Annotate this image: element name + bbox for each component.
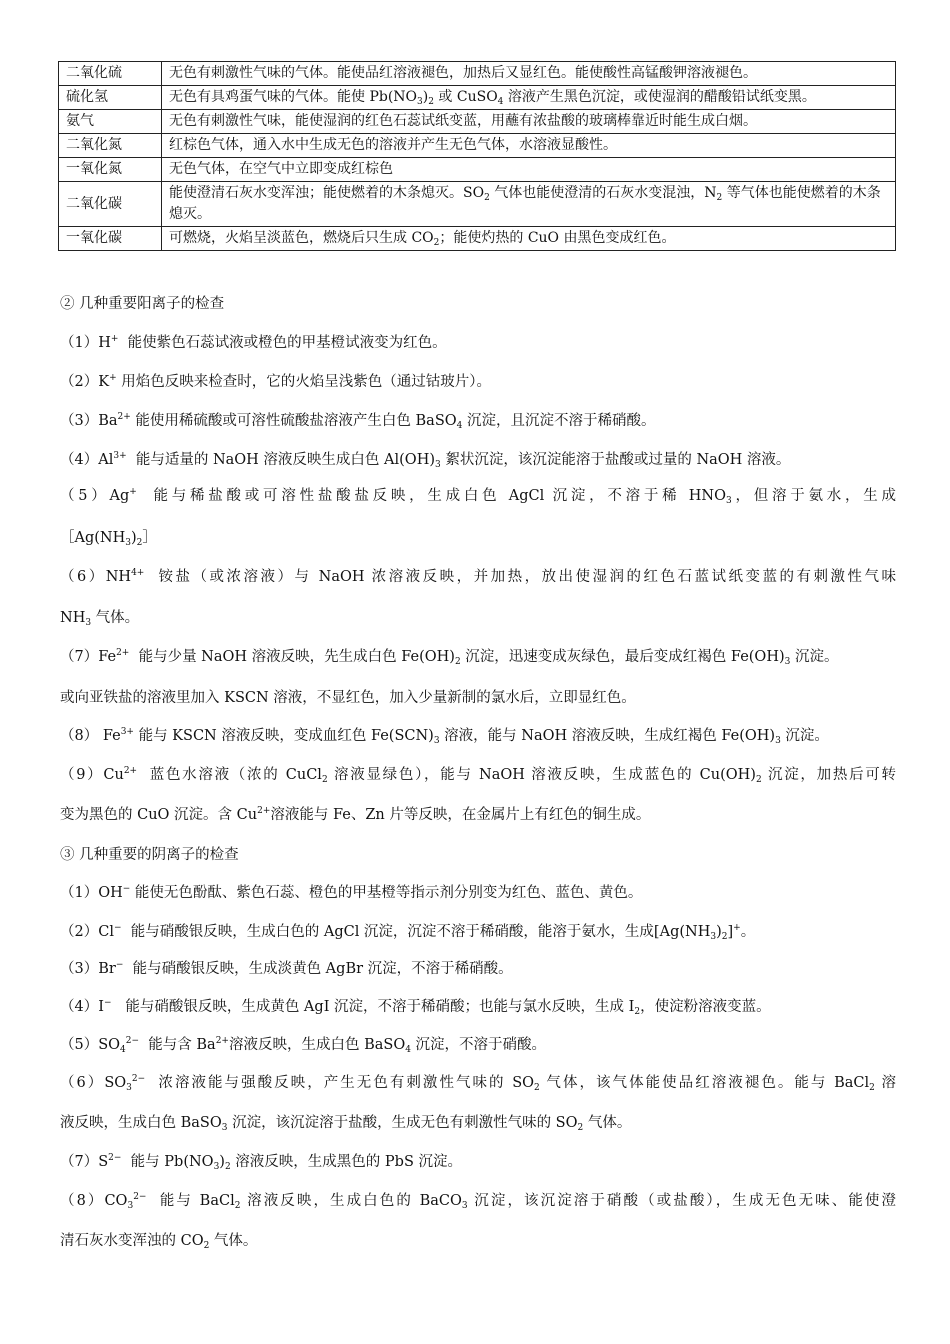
gas-desc-cell: 无色有具鸡蛋气味的气体。能使 $Pb(NO_3)_2$ 或 CuSO$_4$ 溶液产生黑色沉淀，或使湿润的醋酸铅试纸变黑。	[162, 86, 896, 110]
cation-item: $(6)NH^{4+}$ 铵盐（或浓溶液）与 NaOH 浓溶液反映，并加热，放出使湿润的红色石蓝试纸变蓝的有刺激性气味	[60, 568, 896, 585]
cation-item: $(9)Cu^{2+}$ 蓝色水溶液（浓的 CuCl$_2$ 溶液显绿色），能与 NaOH 溶液反映，生成蓝色的 $Cu(OH)_2$ 沉淀，加热后可转	[60, 766, 896, 785]
gas-name-cell: 一氧化氮	[59, 158, 162, 182]
anion-item: $(6)SO_3^{2-}$ 浓溶液能与强酸反映，产生无色有刺激性气味的 $SO_2$ 气体，该气体能使品红溶液褪色。能与 BaCl$_2$ 溶	[60, 1074, 896, 1093]
cation-item-cont: $NH_3$ 气体。	[60, 610, 140, 628]
gas-name-cell: 二氧化硫	[59, 62, 162, 86]
anion-item-cont: 液反映，生成白色 BaSO$_3$ 沉淀，该沉淀溶于盐酸，生成无色有刺激性气味的 $SO_2$ 气体。	[60, 1115, 632, 1133]
cation-item-cont: 变为黑色的 CuO 沉淀。含 $Cu^{2+}$溶液能与 Fe、Zn 片等反映，在金属片上有红色的铜生成。	[60, 806, 651, 823]
gas-desc-cell: 能使澄清石灰水变浑浊；能使燃着的木条熄灭。$SO_2$ 气体也能使澄清的石灰水变混浊，$N_2$ 等气体也能使燃着的木条熄灭。	[162, 182, 896, 227]
gas-name-cell: 氨气	[59, 110, 162, 134]
anion-item: $(7)S^{2-}$ 能与 $Pb(NO_3)_2$ 溶液反映，生成黑色的 PbS 沉淀。	[60, 1153, 463, 1172]
anion-section-heading: ③ 几种重要的阴离子的检查	[60, 847, 239, 863]
gas-name-cell: 一氧化碳	[59, 227, 162, 251]
table-row	[59, 110, 896, 134]
table-row	[59, 86, 896, 110]
gas-name-cell: 硫化氢	[59, 86, 162, 110]
anion-item-cont: 清石灰水变浑浊的 $CO_2$ 气体。	[60, 1233, 258, 1251]
gas-desc-cell: 无色有刺激性气味的气体。能使品红溶液褪色，加热后又显红色。能使酸性高锰酸钾溶液褪色。	[162, 62, 896, 86]
gas-desc-cell: 无色气体，在空气中立即变成红棕色	[162, 158, 896, 182]
gas-desc-cell: 红棕色气体，通入水中生成无色的溶液并产生无色气体，水溶液显酸性。	[162, 134, 896, 158]
gas-desc-cell: 可燃烧，火焰呈淡蓝色，燃烧后只生成 $CO_2$；能使灼热的 CuO 由黑色变成红色。	[162, 227, 896, 251]
gas-properties-table	[58, 61, 896, 251]
cation-item: （1）H+ 能使紫色石蕊试液或橙色的甲基橙试液变为红色。	[60, 334, 447, 351]
cation-item-cont: 或向亚铁盐的溶液里加入 KSCN 溶液，不显红色，加入少量新制的氯水后，立即显红色。	[60, 690, 636, 706]
table-row	[59, 182, 896, 227]
anion-item: $(5)SO_4^{2-}$ 能与含 $Ba^{2+}$溶液反映，生成白色 BaSO$_4$ 沉淀，不溶于硝酸。	[60, 1036, 547, 1055]
cation-item: （2）K+ 用焰色反映来检查时，它的火焰呈浅紫色（通过钴玻片）。	[60, 373, 491, 390]
cation-item: $(3)Ba^{2+}$ 能使用稀硫酸或可溶性硫酸盐溶液产生白色 BaSO$_4$ 沉淀，且沉淀不溶于稀硝酸。	[60, 412, 656, 431]
table-row	[59, 62, 896, 86]
anion-item: （4）I− 能与硝酸银反映，生成黄色 AgI 沉淀，不溶于稀硝酸；也能与氯水反映，生成 $I_2$，使淀粉溶液变蓝。	[60, 998, 771, 1017]
anion-item: $(8)CO_3^{2-}$ 能与 BaCl$_2$ 溶液反映，生成白色的 BaCO$_3$ 沉淀，该沉淀溶于硝酸（或盐酸），生成无色无味、能使澄	[60, 1192, 896, 1211]
gas-desc-cell: 无色有刺激性气味，能使湿润的红色石蕊试纸变蓝，用蘸有浓盐酸的玻璃棒靠近时能生成白烟。	[162, 110, 896, 134]
table-row	[59, 134, 896, 158]
cation-item: $(7)Fe^{2+}$ 能与少量 NaOH 溶液反映，先生成白色 $Fe(OH)_2$ 沉淀，迅速变成灰绿色，最后变成红褐色 $Fe(OH)_3$ 沉淀。	[60, 648, 839, 667]
anion-item: （1）OH− 能使无色酚酞、紫色石蕊、橙色的甲基橙等指示剂分别变为红色、蓝色、黄色。	[60, 884, 643, 901]
cation-item-cont: $[Ag(NH_3)_2]$	[60, 530, 157, 548]
anion-item: （3）Br− 能与硝酸银反映，生成淡黄色 AgBr 沉淀，不溶于稀硝酸。	[60, 960, 513, 977]
cation-section-heading: ② 几种重要阳离子的检查	[60, 296, 225, 312]
anion-item: （2）Cl− 能与硝酸银反映，生成白色的 AgCl 沉淀，沉淀不溶于稀硝酸，能溶于氨水，生成$[Ag(NH_3)_2]^+$。	[60, 923, 756, 942]
gas-name-cell: 二氧化碳	[59, 182, 162, 227]
table-row	[59, 227, 896, 251]
cation-item: （5）Ag+ 能与稀盐酸或可溶性盐酸盐反映，生成白色 AgCl 沉淀，不溶于稀 $HNO_3$，但溶于氨水，生成	[60, 487, 897, 506]
cation-item: （8） $Fe^{3+}$ 能与 KSCN 溶液反映，变成血红色 $Fe(SCN)_3$ 溶液，能与 NaOH 溶液反映，生成红褐色 $Fe(OH)_3$ 沉淀。	[60, 727, 829, 746]
table-row	[59, 158, 896, 182]
gas-name-cell: 二氧化氮	[59, 134, 162, 158]
cation-item: $(4)Al^{3+}$ 能与适量的 NaOH 溶液反映生成白色 $Al(OH)_3$ 絮状沉淀，该沉淀能溶于盐酸或过量的 NaOH 溶液。	[60, 451, 791, 470]
